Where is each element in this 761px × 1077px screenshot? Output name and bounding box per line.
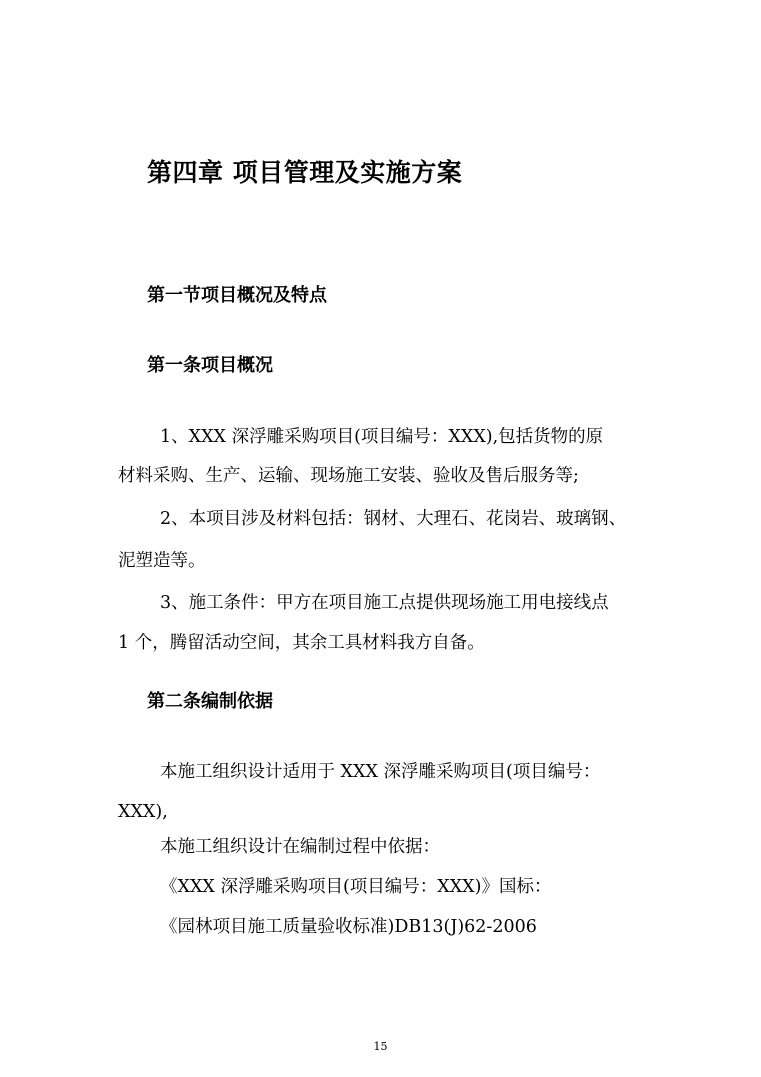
paragraph-1-line-1: 1、XXX 深浮雕采购项目(项目编号：XXX),包括货物的原 <box>160 427 604 447</box>
basis-line-2: XXX), <box>118 802 168 822</box>
paragraph-1-line-2: 材料采购、生产、运输、现场施工安装、验收及售后服务等; <box>118 466 579 486</box>
paragraph-3-line-2: 1 个，腾留活动空间，其余工具材料我方自备。 <box>118 633 485 653</box>
paragraph-2-line-2: 泥塑造等。 <box>118 551 206 571</box>
chapter-title: 第四章 项目管理及实施方案 <box>147 158 463 187</box>
section-title: 第一节项目概况及特点 <box>147 285 327 306</box>
basis-line-5: 《园林项目施工质量验收标准)DB13(J)62-2006 <box>160 917 537 937</box>
article-2-title: 第二条编制依据 <box>147 691 273 712</box>
page-number: 15 <box>373 1040 388 1053</box>
basis-line-3: 本施工组织设计在编制过程中依据： <box>160 837 440 857</box>
paragraph-2-line-1: 2、本项目涉及材料包括：钢材、大理石、花岗岩、玻璃钢、 <box>160 509 627 529</box>
basis-line-4: 《XXX 深浮雕采购项目(项目编号：XXX)》国标： <box>160 877 552 897</box>
basis-line-1: 本施工组织设计适用于 XXX 深浮雕采购项目(项目编号： <box>160 762 601 782</box>
paragraph-3-line-1: 3、施工条件：甲方在项目施工点提供现场施工用电接线点 <box>160 593 609 613</box>
article-1-title: 第一条项目概况 <box>147 355 273 376</box>
